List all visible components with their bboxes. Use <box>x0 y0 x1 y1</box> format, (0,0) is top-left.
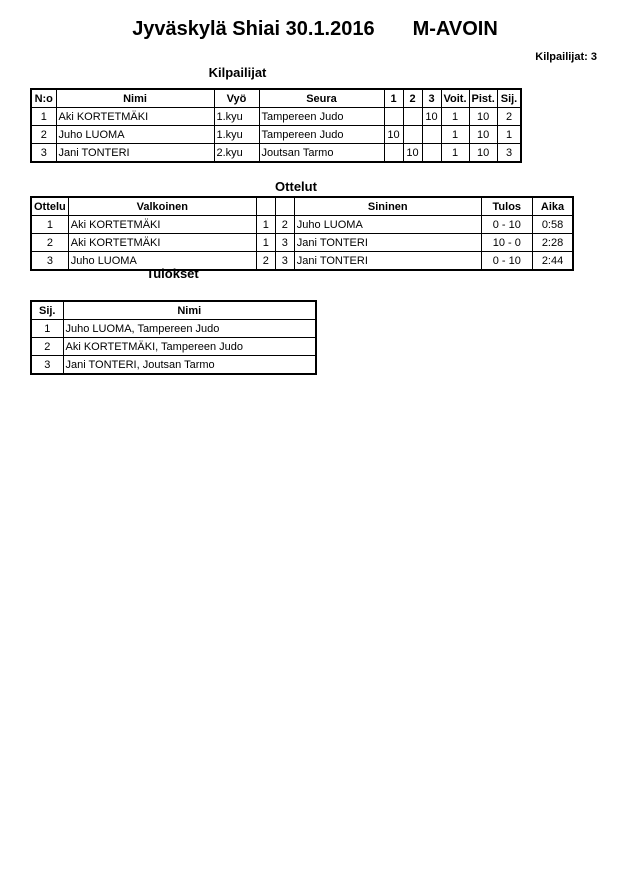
col-seura: Seura <box>259 89 384 108</box>
cell-nimi: Juho LUOMA, Tampereen Judo <box>63 320 316 338</box>
kilpailijat-header-row <box>31 89 521 108</box>
col-nimi: Nimi <box>63 301 316 320</box>
page-title <box>0 18 630 41</box>
cell-sij: 3 <box>31 356 63 375</box>
cell-match-1 <box>384 108 403 126</box>
kilpailijat-table <box>30 88 522 163</box>
cell-match-3 <box>422 144 441 163</box>
col-aika: Aika <box>532 197 573 216</box>
cell-sij: 1 <box>497 126 521 144</box>
cell-tulos: 10 - 0 <box>481 234 532 252</box>
cell-seura: Tampereen Judo <box>259 126 384 144</box>
cell-tulos: 0 - 10 <box>481 252 532 271</box>
ottelut-header-row <box>31 197 573 216</box>
section-title-kilpailijat: Kilpailijat <box>208 65 267 80</box>
cell-ottelu: 2 <box>31 234 68 252</box>
cell-sij: 2 <box>497 108 521 126</box>
table-row <box>31 108 521 126</box>
col-nimi: Nimi <box>56 89 214 108</box>
col-blue-no <box>275 197 294 216</box>
cell-nimi: Jani TONTERI <box>56 144 214 163</box>
cell-sij: 2 <box>31 338 63 356</box>
col-ottelu: Ottelu <box>31 197 68 216</box>
table-row <box>31 234 573 252</box>
event-category: M-AVOIN <box>412 18 498 40</box>
col-sij: Sij. <box>31 301 63 320</box>
cell-sij: 1 <box>31 320 63 338</box>
cell-pist: 10 <box>469 126 497 144</box>
col-vyo: Vyö <box>214 89 259 108</box>
cell-no: 3 <box>31 144 56 163</box>
cell-sininen: Juho LUOMA <box>294 216 481 234</box>
cell-blue-no: 3 <box>275 252 294 271</box>
cell-tulos: 0 - 10 <box>481 216 532 234</box>
section-title-ottelut: Ottelut <box>275 179 317 194</box>
cell-sininen: Jani TONTERI <box>294 234 481 252</box>
cell-seura: Tampereen Judo <box>259 108 384 126</box>
cell-no: 1 <box>31 108 56 126</box>
cell-voit: 1 <box>441 108 469 126</box>
cell-ottelu: 3 <box>31 252 68 271</box>
col-white-no <box>256 197 275 216</box>
cell-seura: Joutsan Tarmo <box>259 144 384 163</box>
event-title: Jyväskylä Shiai 30.1.2016 <box>132 18 375 40</box>
cell-aika: 2:44 <box>532 252 573 271</box>
cell-match-3: 10 <box>422 108 441 126</box>
cell-match-1 <box>384 144 403 163</box>
cell-ottelu: 1 <box>31 216 68 234</box>
col-sij: Sij. <box>497 89 521 108</box>
cell-aika: 2:28 <box>532 234 573 252</box>
cell-blue-no: 2 <box>275 216 294 234</box>
cell-voit: 1 <box>441 126 469 144</box>
table-row <box>31 216 573 234</box>
cell-valkoinen: Juho LUOMA <box>68 252 256 271</box>
cell-match-2: 10 <box>403 144 422 163</box>
col-match-2: 2 <box>403 89 422 108</box>
col-match-1: 1 <box>384 89 403 108</box>
cell-match-1: 10 <box>384 126 403 144</box>
cell-no: 2 <box>31 126 56 144</box>
cell-nimi: Jani TONTERI, Joutsan Tarmo <box>63 356 316 375</box>
table-row <box>31 338 316 356</box>
cell-voit: 1 <box>441 144 469 163</box>
cell-match-3 <box>422 126 441 144</box>
cell-match-2 <box>403 108 422 126</box>
cell-blue-no: 3 <box>275 234 294 252</box>
cell-nimi: Aki KORTETMÄKI <box>56 108 214 126</box>
cell-sininen: Jani TONTERI <box>294 252 481 271</box>
col-no: N:o <box>31 89 56 108</box>
col-pist: Pist. <box>469 89 497 108</box>
competitor-count-label: Kilpailijat: 3 <box>535 51 597 63</box>
cell-pist: 10 <box>469 108 497 126</box>
col-match-3: 3 <box>422 89 441 108</box>
table-row <box>31 356 316 375</box>
table-row <box>31 144 521 163</box>
col-sininen: Sininen <box>294 197 481 216</box>
cell-valkoinen: Aki KORTETMÄKI <box>68 216 256 234</box>
ottelut-table <box>30 196 574 271</box>
cell-white-no: 2 <box>256 252 275 271</box>
cell-nimi: Juho LUOMA <box>56 126 214 144</box>
section-title-tulokset: Tulokset <box>146 266 199 281</box>
table-row <box>31 126 521 144</box>
cell-vyo: 2.kyu <box>214 144 259 163</box>
cell-white-no: 1 <box>256 216 275 234</box>
cell-match-2 <box>403 126 422 144</box>
col-valkoinen: Valkoinen <box>68 197 256 216</box>
tulokset-table <box>30 300 317 375</box>
cell-nimi: Aki KORTETMÄKI, Tampereen Judo <box>63 338 316 356</box>
table-row <box>31 320 316 338</box>
tulokset-header-row <box>31 301 316 320</box>
cell-pist: 10 <box>469 144 497 163</box>
cell-white-no: 1 <box>256 234 275 252</box>
cell-vyo: 1.kyu <box>214 126 259 144</box>
col-voit: Voit. <box>441 89 469 108</box>
cell-sij: 3 <box>497 144 521 163</box>
cell-aika: 0:58 <box>532 216 573 234</box>
cell-valkoinen: Aki KORTETMÄKI <box>68 234 256 252</box>
col-tulos: Tulos <box>481 197 532 216</box>
cell-vyo: 1.kyu <box>214 108 259 126</box>
